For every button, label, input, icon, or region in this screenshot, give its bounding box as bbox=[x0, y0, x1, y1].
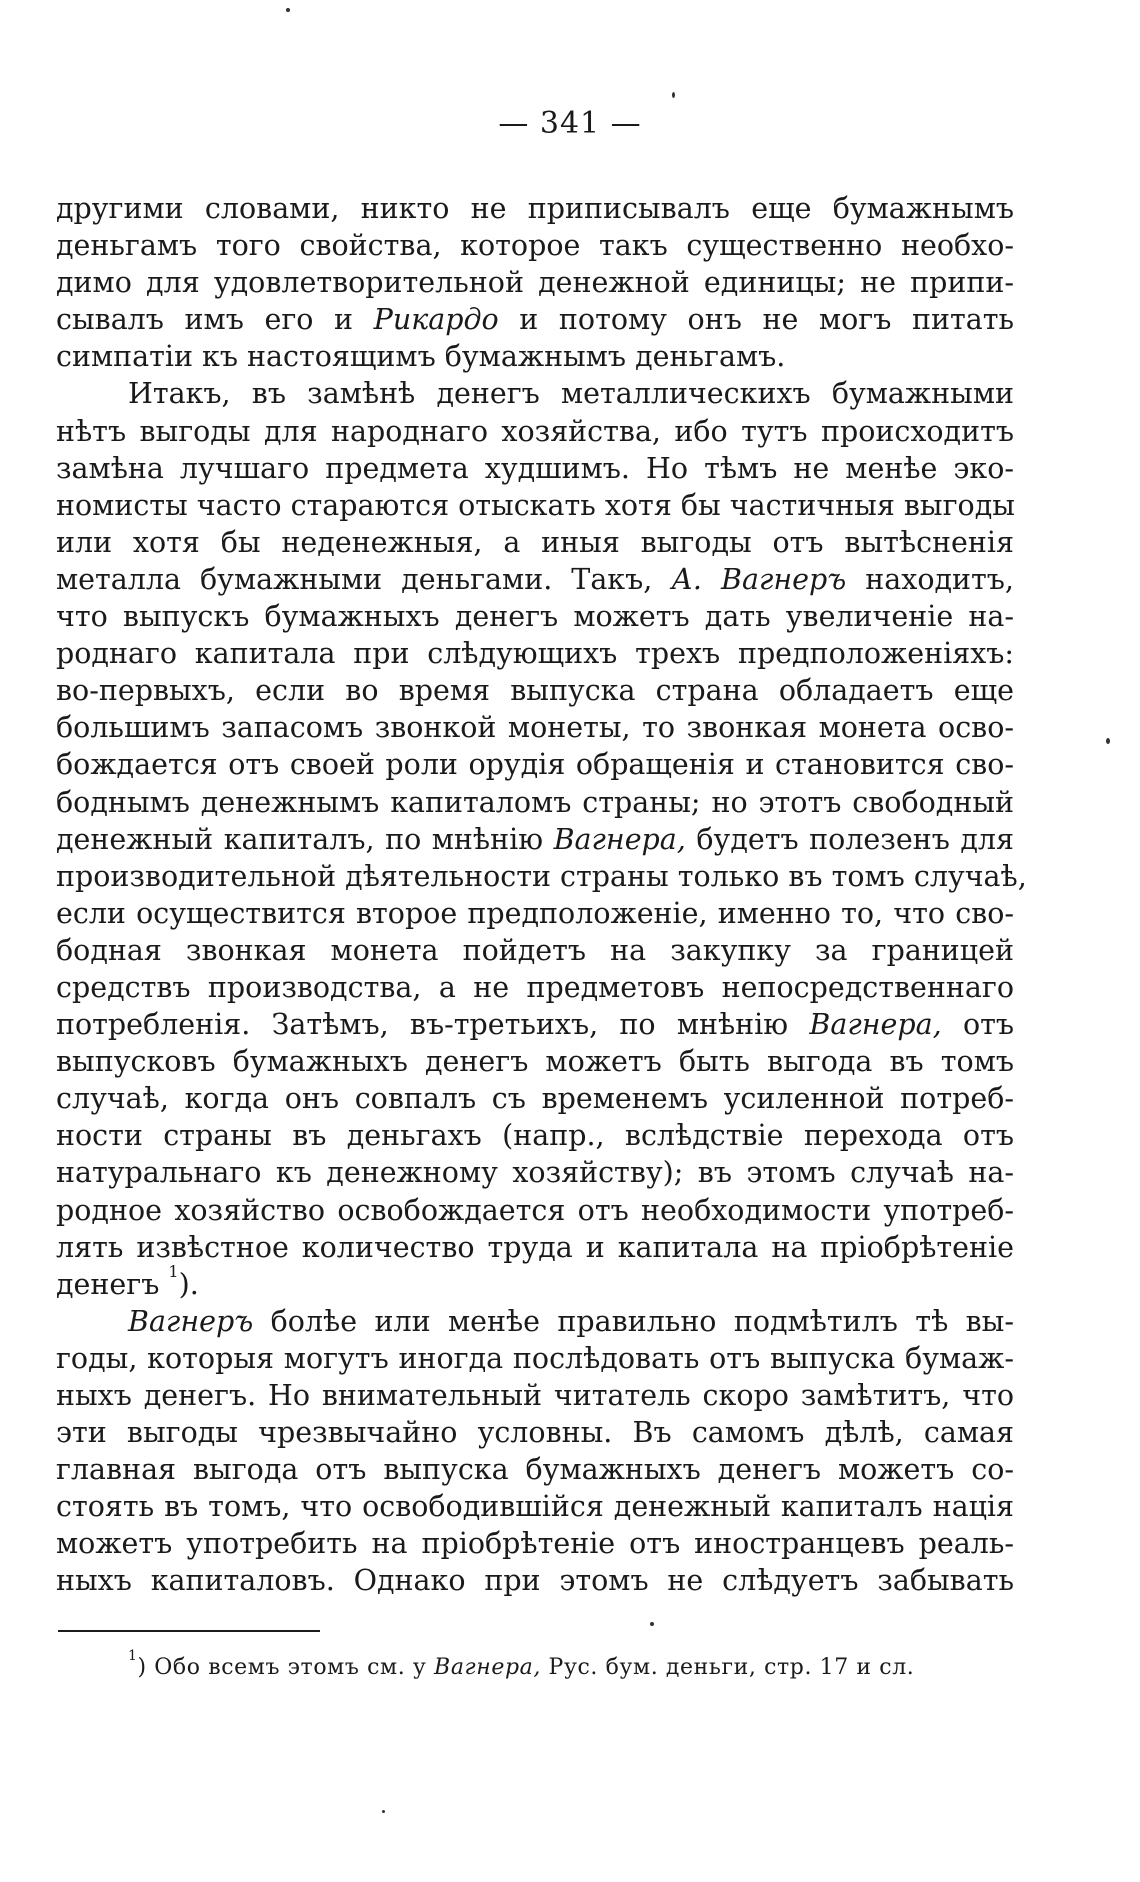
text-line: деньгамъ того свойства, которое такъ существенно необхо- bbox=[56, 229, 1014, 263]
text-line: натуральнаго къ денежному хозяйству); въ этомъ случаѣ на- bbox=[56, 1156, 1014, 1190]
text-line bbox=[56, 1261, 1014, 1303]
footnote-author-italic: Вагнера, bbox=[434, 1655, 541, 1680]
text-line: во-первыхъ, если во время выпуска страна обладаетъ еще bbox=[56, 674, 1014, 708]
text-line: боднымъ денежнымъ капиталомъ страны; но этотъ свободный bbox=[56, 785, 1014, 819]
author-name-italic: А. Вагнеръ bbox=[671, 562, 847, 596]
scan-speck bbox=[1106, 738, 1110, 744]
footnote-divider bbox=[58, 1630, 320, 1632]
text-line: если осуществится второе предположеніе, именно то, что сво- bbox=[56, 896, 1014, 930]
page-number: — 341 — bbox=[498, 106, 642, 141]
text-line: что выпускъ бумажныхъ денегъ можетъ дать увеличеніе на- bbox=[56, 600, 1014, 634]
text-line bbox=[56, 301, 1014, 338]
text-line: большимъ запасомъ звонкой монеты, то звонкая монета осво- bbox=[56, 711, 1014, 745]
text-line bbox=[56, 821, 1014, 858]
text-segment: металла бумажными деньгами. Такъ, bbox=[56, 562, 672, 596]
text-line: можетъ употребить на пріобрѣтеніе отъ иностранцевъ реаль- bbox=[56, 1527, 1014, 1561]
text-line: номисты часто стараются отыскать хотя бы частичныя выгоды bbox=[56, 488, 1015, 522]
scan-speck bbox=[382, 1810, 385, 1813]
text-segment: находитъ, bbox=[846, 562, 1014, 596]
author-name-italic: Вагнеръ bbox=[128, 1304, 254, 1338]
text-line bbox=[56, 1006, 1014, 1043]
text-line: случаѣ, когда онъ совпалъ съ временемъ усиленной потреб- bbox=[56, 1082, 1014, 1116]
text-line: производительной дѣятельности страны только въ томъ случаѣ, bbox=[56, 859, 1027, 893]
text-line: роднаго капитала при слѣдующихъ трехъ предположеніяхъ: bbox=[56, 637, 1014, 671]
text-line: лять извѣстное количество труда и капитала на пріобрѣтеніе bbox=[56, 1230, 1014, 1264]
scan-speck bbox=[286, 8, 290, 12]
text-line: ныхъ капиталовъ. Однако при этомъ не слѣдуетъ забывать bbox=[56, 1564, 1014, 1598]
text-segment: потребленія. Затѣмъ, въ-третьихъ, по мнѣнію bbox=[56, 1008, 810, 1042]
footnote-text: Рус. бум. деньги, стр. 17 и сл. bbox=[540, 1655, 915, 1680]
footnote-reference: 1 bbox=[168, 1261, 179, 1281]
text-segment: денежный капиталъ, по мнѣнію bbox=[56, 822, 554, 856]
footnote-marker: 1 bbox=[128, 1648, 138, 1664]
text-line: главная выгода отъ выпуска бумажныхъ денегъ можетъ со- bbox=[56, 1453, 1014, 1487]
author-name-italic: Вагнера, bbox=[553, 822, 686, 856]
text-line: стоять въ томъ, что освободившійся денежный капиталъ нація bbox=[56, 1490, 1014, 1524]
paragraph-start-line: Итакъ, въ замѣнѣ денегъ металлическихъ бумажными bbox=[128, 377, 1014, 411]
author-name-italic: Рикардо bbox=[373, 303, 499, 337]
text-segment: ). bbox=[178, 1267, 199, 1301]
text-segment: отъ bbox=[941, 1008, 1014, 1042]
text-line: родное хозяйство освобождается отъ необходимости употреб- bbox=[56, 1193, 1014, 1227]
text-line: средствъ производства, а не предметовъ непосредственнаго bbox=[56, 970, 1014, 1004]
text-line: или хотя бы неденежныя, а иныя выгоды отъ вытѣсненія bbox=[56, 525, 1014, 559]
text-segment: и потому онъ не могъ питать bbox=[498, 303, 1014, 337]
text-segment: денегъ bbox=[56, 1267, 169, 1301]
text-line: бождается отъ своей роли орудія обращенія и становится сво- bbox=[56, 748, 1014, 782]
text-segment: будетъ полезенъ для bbox=[685, 822, 1014, 856]
text-line: выпусковъ бумажныхъ денегъ можетъ быть выгода въ томъ bbox=[56, 1045, 1014, 1079]
paragraph-start-line bbox=[56, 1303, 1014, 1340]
text-line: нѣтъ выгоды для народнаго хозяйства, ибо тутъ происходитъ bbox=[56, 414, 1014, 448]
text-line: ности страны въ деньгахъ (напр., вслѣдствіе перехода отъ bbox=[56, 1119, 1014, 1153]
scan-speck bbox=[650, 1622, 654, 1626]
footnote-text: ) Обо всемъ этомъ см. у bbox=[137, 1655, 435, 1680]
text-line: симпатіи къ настоящимъ бумажнымъ деньгамъ. bbox=[56, 340, 786, 374]
text-line: ныхъ денегъ. Но внимательный читатель скоро замѣтитъ, что bbox=[56, 1379, 1014, 1412]
text-line: эти выгоды чрезвычайно условны. Въ самомъ дѣлѣ, самая bbox=[56, 1416, 1014, 1450]
text-line: димо для удовлетворительной денежной единицы; не припи- bbox=[56, 266, 1014, 300]
text-line: другими словами, никто не приписывалъ еще бумажнымъ bbox=[56, 192, 1014, 225]
author-name-italic: Вагнера, bbox=[809, 1008, 942, 1042]
text-line bbox=[56, 561, 1014, 598]
scan-speck bbox=[672, 92, 675, 98]
main-text bbox=[56, 190, 1027, 1600]
text-line: бодная звонкая монета пойдетъ на закупку за границей bbox=[56, 933, 1014, 967]
text-segment: болѣе или менѣе правильно подмѣтилъ тѣ вы- bbox=[253, 1304, 1014, 1338]
footnote bbox=[128, 1648, 1008, 1684]
text-line: годы, которыя могутъ иногда послѣдовать отъ выпуска бумаж- bbox=[56, 1341, 1014, 1375]
text-line: замѣна лучшаго предмета худшимъ. Но тѣмъ не менѣе эко- bbox=[56, 451, 1014, 485]
text-segment: сывалъ имъ его и bbox=[56, 303, 374, 337]
